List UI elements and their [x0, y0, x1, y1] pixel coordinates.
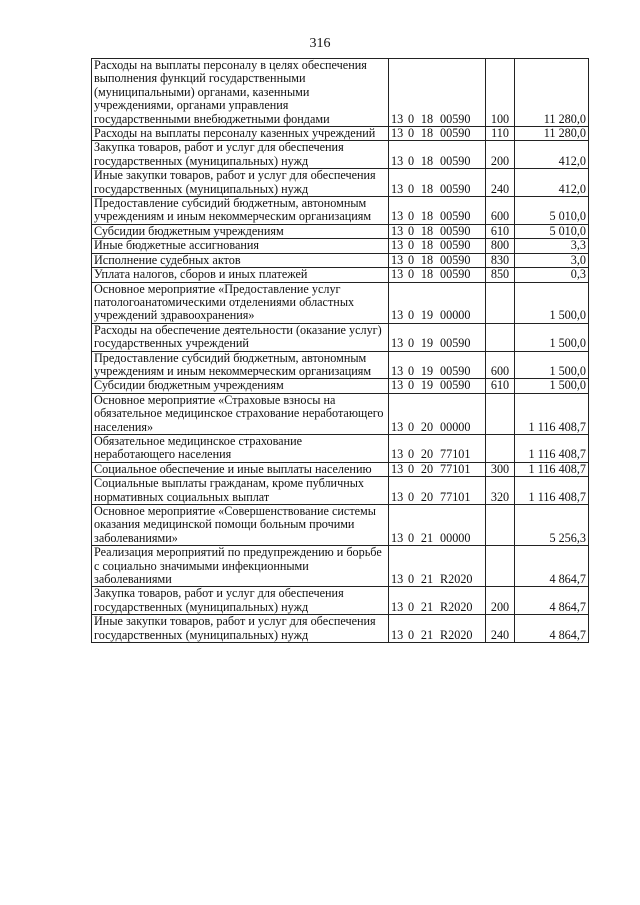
expense-type-cell: 600	[486, 351, 515, 379]
expense-name-cell: Обязательное медицинское страхование неработающего населения	[92, 434, 389, 462]
target-article-code-cell	[389, 587, 486, 615]
expense-name-cell: Предоставление субсидий бюджетным, автономным учреждениям и иным некоммерческим организациям	[92, 197, 389, 225]
program-code: 13	[391, 447, 404, 462]
subprogram-code: 0	[407, 336, 415, 351]
expense-name-cell: Основное мероприятие «Страховые взносы на обязательное медицинское страхование неработающего населения»	[92, 393, 389, 434]
expense-type-cell: 800	[486, 239, 515, 253]
amount-cell: 1 500,0	[515, 323, 589, 351]
amount-cell: 412,0	[515, 141, 589, 169]
expense-name-cell: Закупка товаров, работ и услуг для обеспечения государственных (муниципальных) нужд	[92, 587, 389, 615]
table-row	[92, 477, 589, 505]
amount-cell: 11 280,0	[515, 127, 589, 141]
amount-cell: 1 500,0	[515, 282, 589, 323]
table-row	[92, 268, 589, 282]
expense-name-cell: Расходы на обеспечение деятельности (оказание услуг) государственных учреждений	[92, 323, 389, 351]
target-article-code-cell	[389, 393, 486, 434]
activity-code: 20	[420, 447, 434, 462]
subprogram-code: 0	[407, 419, 415, 434]
program-code: 13	[391, 336, 404, 351]
amount-cell: 4 864,7	[515, 587, 589, 615]
target-article-code-cell	[389, 169, 486, 197]
target-article-code-cell	[389, 59, 486, 127]
amount-cell: 1 116 408,7	[515, 477, 589, 505]
activity-code: 21	[420, 627, 434, 642]
program-code: 13	[391, 572, 404, 587]
direction-code: 00590	[440, 224, 471, 238]
activity-code: 18	[420, 126, 434, 141]
amount-cell: 1 116 408,7	[515, 462, 589, 476]
subprogram-code: 0	[407, 267, 415, 282]
target-article-code-cell	[389, 239, 486, 253]
activity-code: 18	[420, 181, 434, 196]
table-row	[92, 587, 589, 615]
subprogram-code: 0	[407, 181, 415, 196]
expense-name-cell: Основное мероприятие «Предоставление услуг патологоанатомическими отделениями областных учреждений здравоохранения»	[92, 282, 389, 323]
expense-name-cell: Социальные выплаты гражданам, кроме публичных нормативных социальных выплат	[92, 477, 389, 505]
table-row	[92, 434, 589, 462]
amount-cell: 5 010,0	[515, 197, 589, 225]
subprogram-code: 0	[407, 489, 415, 504]
amount-cell: 11 280,0	[515, 59, 589, 127]
target-article-code-cell	[389, 462, 486, 476]
table-row	[92, 351, 589, 379]
table-row	[92, 615, 589, 643]
direction-code: 00590	[440, 336, 471, 351]
program-code: 13	[391, 378, 404, 393]
direction-code: 00590	[440, 209, 471, 224]
expense-type-cell: 200	[486, 587, 515, 615]
amount-cell: 1 500,0	[515, 351, 589, 379]
amount-cell: 412,0	[515, 169, 589, 197]
table-row	[92, 59, 589, 127]
subprogram-code: 0	[407, 627, 415, 642]
expense-type-cell	[486, 393, 515, 434]
activity-code: 21	[420, 530, 434, 545]
page-number: 316	[309, 36, 331, 51]
direction-code: 00590	[440, 267, 471, 282]
table-row	[92, 282, 589, 323]
expense-type-cell: 320	[486, 477, 515, 505]
expense-type-cell	[486, 505, 515, 546]
budget-table-body	[92, 59, 589, 643]
activity-code: 21	[420, 572, 434, 587]
target-article-code-cell	[389, 351, 486, 379]
program-code: 13	[391, 489, 404, 504]
direction-code: 00000	[440, 308, 471, 323]
activity-code: 18	[420, 153, 434, 168]
activity-code: 20	[420, 419, 434, 434]
activity-code: 20	[420, 462, 434, 476]
expense-name-cell: Предоставление субсидий бюджетным, автономным учреждениям и иным некоммерческим организациям	[92, 351, 389, 379]
subprogram-code: 0	[407, 224, 415, 238]
subprogram-code: 0	[407, 308, 415, 323]
program-code: 13	[391, 126, 404, 141]
amount-cell: 1 500,0	[515, 379, 589, 393]
direction-code: 00590	[440, 126, 471, 141]
amount-cell: 3,0	[515, 253, 589, 267]
expense-type-cell: 200	[486, 141, 515, 169]
direction-code: R2020	[440, 627, 473, 642]
expense-name-cell: Субсидии бюджетным учреждениям	[92, 379, 389, 393]
direction-code: 00000	[440, 419, 471, 434]
direction-code: 00590	[440, 153, 471, 168]
table-row	[92, 224, 589, 238]
expense-type-cell: 110	[486, 127, 515, 141]
program-code: 13	[391, 224, 404, 238]
direction-code: 00590	[440, 238, 471, 253]
table-row	[92, 462, 589, 476]
subprogram-code: 0	[407, 209, 415, 224]
subprogram-code: 0	[407, 447, 415, 462]
direction-code: 77101	[440, 462, 471, 476]
target-article-code-cell	[389, 477, 486, 505]
expense-name-cell: Расходы на выплаты персоналу в целях обеспечения выполнения функций государственными (муниципальными) органами, казенными учреждениями, органами управления государственными внебюджетными фондами	[92, 59, 389, 127]
subprogram-code: 0	[407, 153, 415, 168]
program-code: 13	[391, 627, 404, 642]
target-article-code-cell	[389, 197, 486, 225]
expense-name-cell: Социальное обеспечение и иные выплаты населению	[92, 462, 389, 476]
activity-code: 18	[420, 253, 434, 267]
expense-name-cell: Иные бюджетные ассигнования	[92, 239, 389, 253]
amount-cell: 4 864,7	[515, 615, 589, 643]
expense-type-cell	[486, 282, 515, 323]
table-row	[92, 127, 589, 141]
table-row	[92, 169, 589, 197]
expense-name-cell: Уплата налогов, сборов и иных платежей	[92, 268, 389, 282]
program-code: 13	[391, 419, 404, 434]
target-article-code-cell	[389, 224, 486, 238]
table-row	[92, 197, 589, 225]
table-row	[92, 141, 589, 169]
table-row	[92, 379, 589, 393]
activity-code: 20	[420, 489, 434, 504]
subprogram-code: 0	[407, 238, 415, 253]
direction-code: 77101	[440, 447, 471, 462]
activity-code: 18	[420, 209, 434, 224]
expense-name-cell: Субсидии бюджетным учреждениям	[92, 224, 389, 238]
budget-table	[91, 58, 589, 643]
table-row	[92, 546, 589, 587]
activity-code: 19	[420, 378, 434, 393]
amount-cell: 4 864,7	[515, 546, 589, 587]
subprogram-code: 0	[407, 462, 415, 476]
amount-cell: 3,3	[515, 239, 589, 253]
direction-code: 00590	[440, 378, 471, 393]
target-article-code-cell	[389, 253, 486, 267]
table-row	[92, 253, 589, 267]
expense-name-cell: Иные закупки товаров, работ и услуг для обеспечения государственных (муниципальных) нужд	[92, 169, 389, 197]
target-article-code-cell	[389, 127, 486, 141]
amount-cell: 1 116 408,7	[515, 434, 589, 462]
activity-code: 18	[420, 224, 434, 238]
subprogram-code: 0	[407, 572, 415, 587]
expense-name-cell: Закупка товаров, работ и услуг для обеспечения государственных (муниципальных) нужд	[92, 141, 389, 169]
program-code: 13	[391, 530, 404, 545]
expense-type-cell: 850	[486, 268, 515, 282]
program-code: 13	[391, 599, 404, 614]
direction-code: 77101	[440, 489, 471, 504]
expense-type-cell: 830	[486, 253, 515, 267]
subprogram-code: 0	[407, 363, 415, 378]
activity-code: 19	[420, 308, 434, 323]
expense-type-cell: 600	[486, 197, 515, 225]
target-article-code-cell	[389, 282, 486, 323]
expense-type-cell: 240	[486, 615, 515, 643]
target-article-code-cell	[389, 546, 486, 587]
expense-name-cell: Реализация мероприятий по предупреждению и борьбе с социально значимыми инфекционными заболеваниями	[92, 546, 389, 587]
expense-type-cell: 610	[486, 379, 515, 393]
expense-name-cell: Исполнение судебных актов	[92, 253, 389, 267]
target-article-code-cell	[389, 141, 486, 169]
subprogram-code: 0	[407, 599, 415, 614]
target-article-code-cell	[389, 379, 486, 393]
activity-code: 18	[420, 238, 434, 253]
table-row	[92, 393, 589, 434]
subprogram-code: 0	[407, 253, 415, 267]
expense-type-cell: 240	[486, 169, 515, 197]
program-code: 13	[391, 181, 404, 196]
target-article-code-cell	[389, 323, 486, 351]
program-code: 13	[391, 267, 404, 282]
subprogram-code: 0	[407, 530, 415, 545]
direction-code: R2020	[440, 572, 473, 587]
subprogram-code: 0	[407, 378, 415, 393]
amount-cell: 5 256,3	[515, 505, 589, 546]
expense-type-cell: 100	[486, 59, 515, 127]
activity-code: 18	[420, 267, 434, 282]
expense-name-cell: Основное мероприятие «Совершенствование системы оказания медицинской помощи больным прочими заболеваниями»	[92, 505, 389, 546]
direction-code: R2020	[440, 599, 473, 614]
activity-code: 19	[420, 336, 434, 351]
expense-name-cell: Иные закупки товаров, работ и услуг для обеспечения государственных (муниципальных) нужд	[92, 615, 389, 643]
program-code: 13	[391, 462, 404, 476]
expense-type-cell: 300	[486, 462, 515, 476]
activity-code: 19	[420, 363, 434, 378]
expense-type-cell: 610	[486, 224, 515, 238]
program-code: 13	[391, 209, 404, 224]
expense-type-cell	[486, 434, 515, 462]
expense-type-cell	[486, 546, 515, 587]
activity-code: 21	[420, 599, 434, 614]
direction-code: 00590	[440, 181, 471, 196]
target-article-code-cell	[389, 268, 486, 282]
table-row	[92, 505, 589, 546]
program-code: 13	[391, 111, 404, 126]
activity-code: 18	[420, 111, 434, 126]
direction-code: 00590	[440, 111, 471, 126]
expense-name-cell: Расходы на выплаты персоналу казенных учреждений	[92, 127, 389, 141]
target-article-code-cell	[389, 434, 486, 462]
direction-code: 00000	[440, 530, 471, 545]
amount-cell: 1 116 408,7	[515, 393, 589, 434]
subprogram-code: 0	[407, 111, 415, 126]
amount-cell: 0,3	[515, 268, 589, 282]
program-code: 13	[391, 238, 404, 253]
target-article-code-cell	[389, 505, 486, 546]
subprogram-code: 0	[407, 126, 415, 141]
program-code: 13	[391, 308, 404, 323]
direction-code: 00590	[440, 363, 471, 378]
amount-cell: 5 010,0	[515, 224, 589, 238]
target-article-code-cell	[389, 615, 486, 643]
expense-type-cell	[486, 323, 515, 351]
program-code: 13	[391, 153, 404, 168]
direction-code: 00590	[440, 253, 471, 267]
program-code: 13	[391, 363, 404, 378]
program-code: 13	[391, 253, 404, 267]
table-row	[92, 323, 589, 351]
table-row	[92, 239, 589, 253]
